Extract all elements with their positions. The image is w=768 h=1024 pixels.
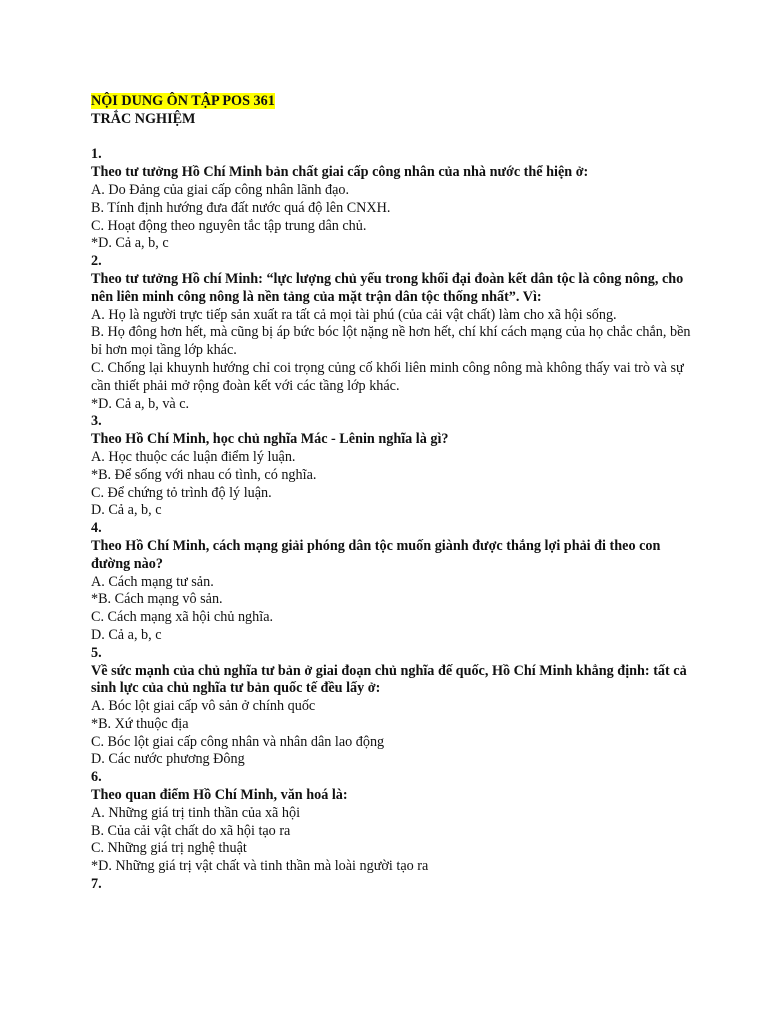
answer-option: A. Họ là người trực tiếp sản xuất ra tất cả mọi tài phú (của cải vật chất) làm cho xã hội sống. [91, 306, 617, 323]
question-block [91, 769, 691, 876]
answer-option: A. Học thuộc các luận điểm lý luận. [91, 448, 296, 465]
answer-option: *B. Để sống với nhau có tình, có nghĩa. [91, 466, 317, 483]
question-block [91, 520, 691, 645]
question-block [91, 645, 691, 770]
answer-option: *D. Cả a, b, c [91, 235, 169, 252]
answer-option: C. Hoạt động theo nguyên tắc tập trung dân chủ. [91, 217, 367, 234]
question-text: Theo quan điểm Hồ Chí Minh, văn hoá là: [91, 787, 348, 804]
question-number: 3. [91, 413, 102, 430]
answer-option: A. Cách mạng tư sản. [91, 573, 214, 590]
answer-option: *B. Xứ thuộc địa [91, 715, 189, 732]
answer-option: *B. Cách mạng vô sản. [91, 591, 223, 608]
question-block [91, 146, 691, 253]
spacer [91, 129, 691, 147]
answer-option: B. Tính định hướng đưa đất nước quá độ lên CNXH. [91, 199, 391, 216]
question-block [91, 876, 691, 894]
answer-option: C. Bóc lột giai cấp công nhân và nhân dân lao động [91, 733, 385, 750]
question-text: Theo Hồ Chí Minh, cách mạng giải phóng dân tộc muốn giành được thắng lợi phải đi theo con đường nào? [91, 537, 661, 572]
question-number: 7. [91, 876, 102, 893]
answer-option: D. Cả a, b, c [91, 626, 162, 643]
answer-option: D. Cả a, b, c [91, 502, 162, 519]
question-number: 6. [91, 769, 102, 786]
document-content [91, 93, 691, 894]
question-number: 5. [91, 644, 102, 661]
question-text: Theo tư tưởng Hồ Chí Minh bản chất giai cấp công nhân của nhà nước thể hiện ở: [91, 164, 589, 181]
document-title: NỘI DUNG ÔN TẬP POS 361 [91, 93, 275, 109]
answer-option: A. Bóc lột giai cấp vô sản ở chính quốc [91, 698, 316, 715]
answer-option: B. Họ đông hơn hết, mà cũng bị áp bức bóc lột nặng nề hơn hết, chí khí cách mạng của họ chắc chắn, bền bỉ hơn mọi tầng lớp khác. [91, 324, 691, 359]
answer-option: C. Những giá trị nghệ thuật [91, 840, 247, 857]
question-block [91, 413, 691, 520]
answer-option: *D. Cả a, b, và c. [91, 395, 190, 412]
document-subtitle: TRẮC NGHIỆM [91, 110, 196, 127]
question-text: Theo Hồ Chí Minh, học chủ nghĩa Mác - Lênin nghĩa là gì? [91, 431, 449, 448]
answer-option: A. Những giá trị tinh thần của xã hội [91, 804, 301, 821]
answer-option: A. Do Đảng của giai cấp công nhân lãnh đạo. [91, 181, 350, 198]
answer-option: C. Chống lại khuynh hướng chỉ coi trọng củng cố khối liên minh công nông mà không thấy vai trò và sự cần thiết phải mở rộng đoàn kết với các tầng lớp khác. [91, 359, 684, 394]
answer-option: C. Để chứng tỏ trình độ lý luận. [91, 484, 272, 501]
question-list [91, 146, 691, 893]
question-number: 2. [91, 253, 102, 270]
answer-option: D. Các nước phương Đông [91, 751, 245, 768]
question-text: Theo tư tưởng Hồ chí Minh: “lực lượng chủ yếu trong khối đại đoàn kết dân tộc là công nông, cho nên liên minh công nông là nền tảng của mặt trận dân tộc thống nhất”. Vì: [91, 270, 684, 305]
question-block [91, 253, 691, 413]
answer-option: B. Của cải vật chất do xã hội tạo ra [91, 822, 291, 839]
question-number: 4. [91, 520, 102, 537]
answer-option: *D. Những giá trị vật chất và tinh thần mà loài người tạo ra [91, 858, 429, 875]
question-text: Về sức mạnh của chủ nghĩa tư bản ở giai đoạn chủ nghĩa đế quốc, Hồ Chí Minh khẳng định: tất cả sinh lực của chủ nghĩa tư bản quốc tế đều lấy ở: [91, 662, 687, 697]
question-number: 1. [91, 146, 102, 163]
answer-option: C. Cách mạng xã hội chủ nghĩa. [91, 609, 274, 626]
